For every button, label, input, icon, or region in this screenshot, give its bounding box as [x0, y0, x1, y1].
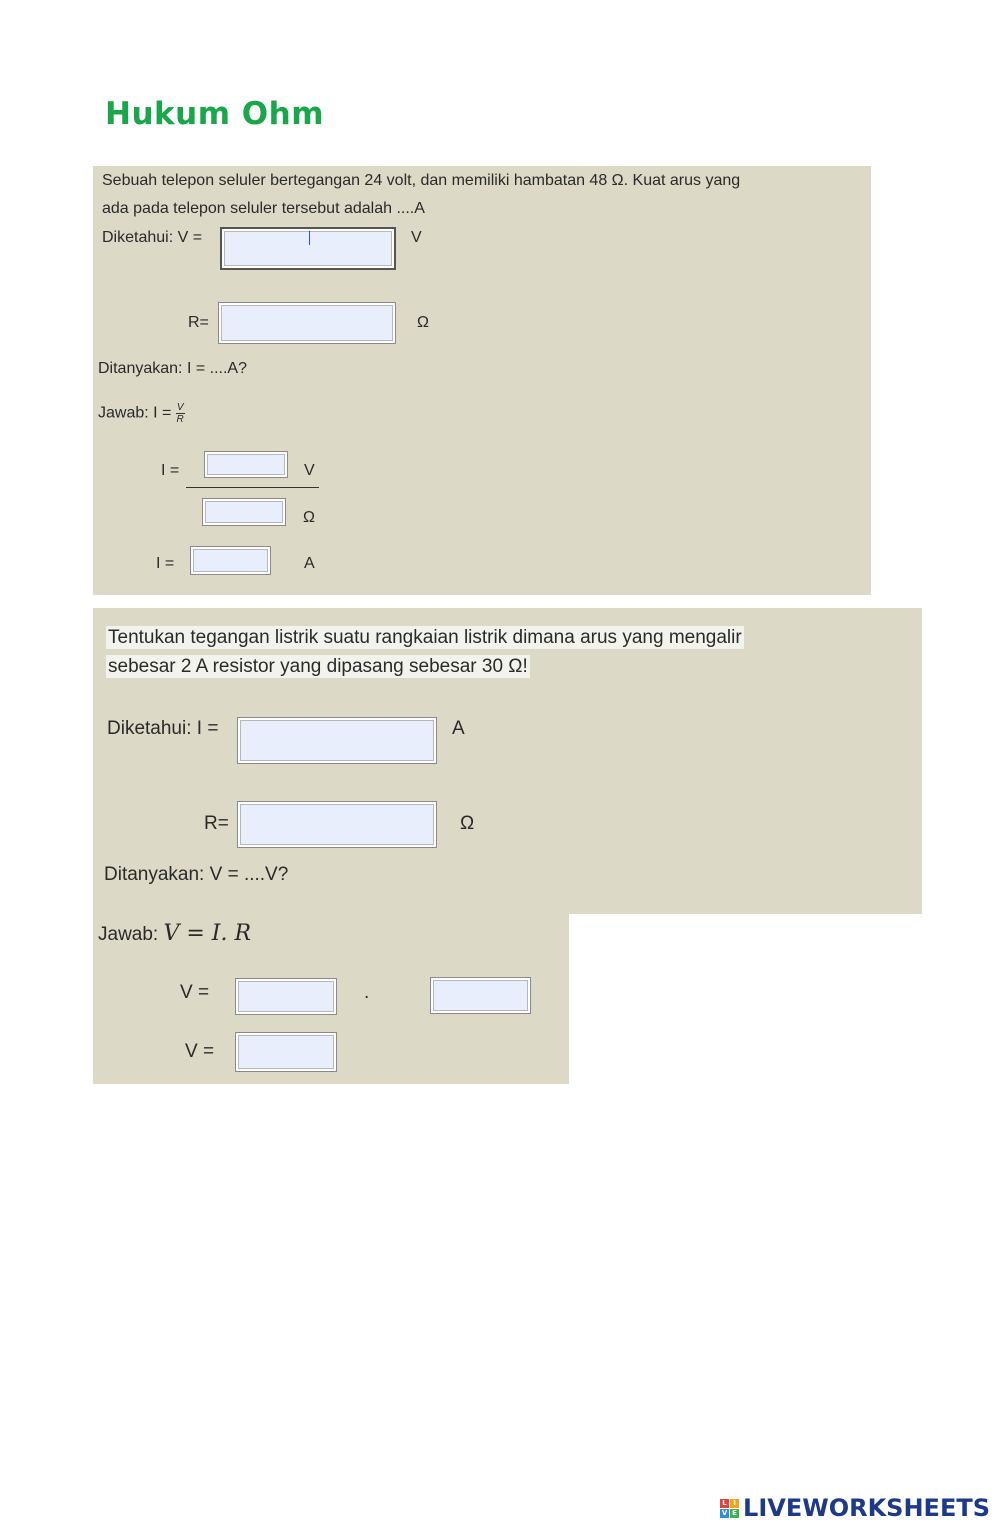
q2-calc-label: V = [180, 982, 210, 1003]
q1-frac-den: R [176, 414, 184, 425]
q1-known-v-label: Diketahui: V = [102, 229, 203, 246]
q2-dot: . [364, 982, 370, 1003]
liveworksheets-logo-icon [720, 1499, 739, 1518]
logo-mark-l: L [720, 1499, 729, 1508]
q1-answer-formula [98, 402, 185, 425]
q2-text-line-1 [106, 627, 744, 649]
q1-fraction-line [186, 487, 319, 488]
liveworksheets-logo-text: LIVEWORKSHEETS [743, 1494, 990, 1522]
q2-answer-formula [98, 921, 251, 946]
logo-mark-v: V [721, 1508, 728, 1517]
q1-known-r-label: R= [188, 314, 209, 331]
q1-calc-unit-top: V [304, 462, 315, 479]
logo-mark-e: E [730, 1509, 739, 1518]
q2-current-input[interactable] [237, 717, 437, 764]
q2-unit-a: A [452, 718, 465, 739]
q1-voltage-input[interactable] [220, 227, 396, 270]
q1-calc-label: I = [161, 462, 180, 479]
q1-resistance-input[interactable] [218, 302, 396, 344]
q1-result-input[interactable] [190, 546, 271, 575]
q2-calc-current-input[interactable] [235, 978, 337, 1015]
q2-text-line-2-content: sebesar 2 A resistor yang dipasang sebesar 30 Ω! [108, 656, 528, 677]
q2-answer-label: Jawab: [98, 924, 159, 945]
q1-calc-denominator-input[interactable] [202, 498, 286, 526]
question-1-panel [93, 166, 871, 595]
q2-asked: Ditanyakan: V = ....V? [104, 864, 289, 885]
q2-known-i-label: Diketahui: I = [107, 718, 219, 739]
q2-calc-resistance-input[interactable] [430, 977, 531, 1014]
liveworksheets-logo [720, 1494, 990, 1522]
q2-result-label: V = [185, 1041, 215, 1062]
q1-text-line-2: ada pada telepon seluler tersebut adalah ....A [102, 200, 425, 217]
q1-answer-label: Jawab: I = [98, 404, 172, 422]
q2-text-line-2 [106, 656, 530, 678]
q1-mini-fraction [176, 402, 185, 425]
q1-calc-unit-bottom: Ω [303, 509, 315, 526]
q1-calc-numerator-input[interactable] [204, 451, 288, 478]
q1-text-line-1: Sebuah telepon seluler bertegangan 24 volt, dan memiliki hambatan 48 Ω. Kuat arus yang [102, 172, 741, 189]
q1-result-label: I = [156, 555, 175, 572]
q2-result-input[interactable] [235, 1032, 337, 1072]
q2-unit-ohm: Ω [460, 813, 475, 834]
q2-text-line-1-content: Tentukan tegangan listrik suatu rangkaian listrik dimana arus yang mengalir [108, 627, 742, 648]
q1-frac-num: V [176, 402, 184, 413]
logo-mark-i: I [730, 1499, 739, 1508]
q1-unit-v: V [411, 229, 422, 246]
q1-unit-ohm: Ω [417, 314, 429, 331]
q2-known-r-label: R= [204, 813, 229, 834]
q1-result-unit: A [304, 555, 315, 572]
q2-formula: V = I. R [163, 921, 252, 946]
q1-asked: Ditanyakan: I = ....A? [98, 360, 247, 377]
text-caret [309, 231, 310, 245]
q2-resistance-input[interactable] [237, 801, 437, 848]
page-title: Hukum Ohm [105, 96, 325, 132]
